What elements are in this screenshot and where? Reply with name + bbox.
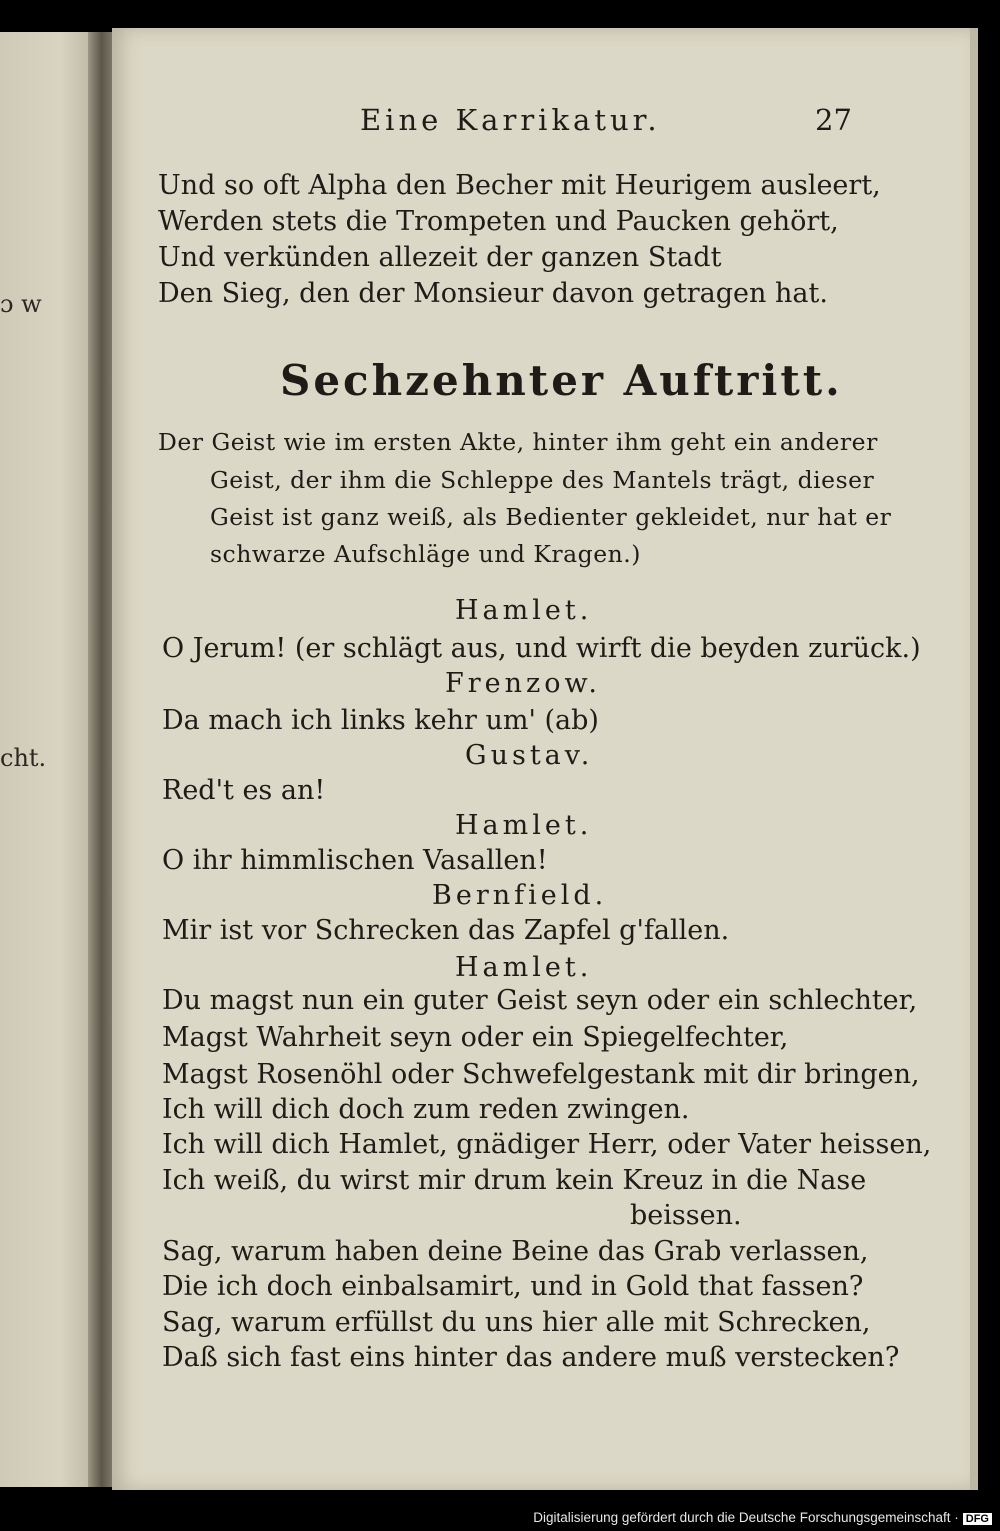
stage-direction-line: Der Geist wie im ersten Akte, hinter ihm geht ein anderer xyxy=(158,428,878,456)
verse-line: Und verkünden allezeit der ganzen Stadt xyxy=(158,242,722,273)
dialogue-line: Ich will dich Hamlet, gnädiger Herr, oder Vater heissen, xyxy=(162,1129,932,1160)
speaker-name: Frenzow. xyxy=(445,668,601,699)
dialogue-line: Mir ist vor Schrecken das Zapfel g'fallen. xyxy=(162,915,730,946)
dialogue-line: Ich will dich doch zum reden zwingen. xyxy=(162,1094,690,1125)
previous-page-fragment: cht. xyxy=(0,744,47,772)
verse-line: Und so oft Alpha den Becher mit Heurigem ausleert, xyxy=(158,170,881,201)
dialogue-line: Ich weiß, du wirst mir drum kein Kreuz in die Nase xyxy=(162,1165,867,1196)
page-edge xyxy=(970,28,978,1490)
running-title: Eine Karrikatur. xyxy=(360,103,661,137)
footer-credit-text: Digitalisierung gefördert durch die Deutsche Forschungsgemeinschaft · xyxy=(533,1510,959,1525)
speaker-name: Bernfield. xyxy=(432,880,608,911)
speaker-name: Hamlet. xyxy=(455,595,593,626)
dialogue-line: O ihr himmlischen Vasallen! xyxy=(162,845,548,876)
speaker-name: Gustav. xyxy=(465,740,594,771)
dialogue-line: Daß sich fast eins hinter das andere muß verstecken? xyxy=(162,1342,900,1373)
footer-credit xyxy=(533,1510,992,1525)
dialogue-line: Sag, warum erfüllst du uns hier alle mit Schrecken, xyxy=(162,1307,871,1338)
page-number: 27 xyxy=(815,103,852,137)
scene-title: Sechzehnter Auftritt. xyxy=(280,356,843,405)
previous-page-fragment: ɔ w xyxy=(0,290,42,318)
stage-direction-line: Geist ist ganz weiß, als Bedienter gekleidet, nur hat er xyxy=(210,503,892,531)
dialogue-line: Die ich doch einbalsamirt, und in Gold that fassen? xyxy=(162,1271,864,1302)
previous-page xyxy=(0,32,100,1487)
dialogue-line: beissen. xyxy=(630,1200,742,1231)
dialogue-line: O Jerum! (er schlägt aus, und wirft die beyden zurück.) xyxy=(162,633,921,664)
dialogue-line: Red't es an! xyxy=(162,775,326,806)
dialogue-line: Da mach ich links kehr um' (ab) xyxy=(162,705,599,736)
dialogue-line: Du magst nun ein guter Geist seyn oder ein schlechter, xyxy=(162,985,918,1016)
dialogue-line: Magst Wahrheit seyn oder ein Spiegelfechter, xyxy=(162,1022,789,1053)
dialogue-line: Magst Rosenöhl oder Schwefelgestank mit dir bringen, xyxy=(162,1059,920,1090)
verse-line: Werden stets die Trompeten und Paucken gehört, xyxy=(158,206,839,237)
stage-direction-line: Geist, der ihm die Schleppe des Mantels trägt, dieser xyxy=(210,466,875,494)
stage-direction-line: schwarze Aufschläge und Kragen.) xyxy=(210,540,641,568)
speaker-name: Hamlet. xyxy=(455,810,593,841)
dialogue-line: Sag, warum haben deine Beine das Grab verlassen, xyxy=(162,1236,869,1267)
verse-line: Den Sieg, den der Monsieur davon getragen hat. xyxy=(158,278,828,309)
speaker-name: Hamlet. xyxy=(455,952,593,983)
dfg-logo: DFG xyxy=(963,1513,992,1525)
